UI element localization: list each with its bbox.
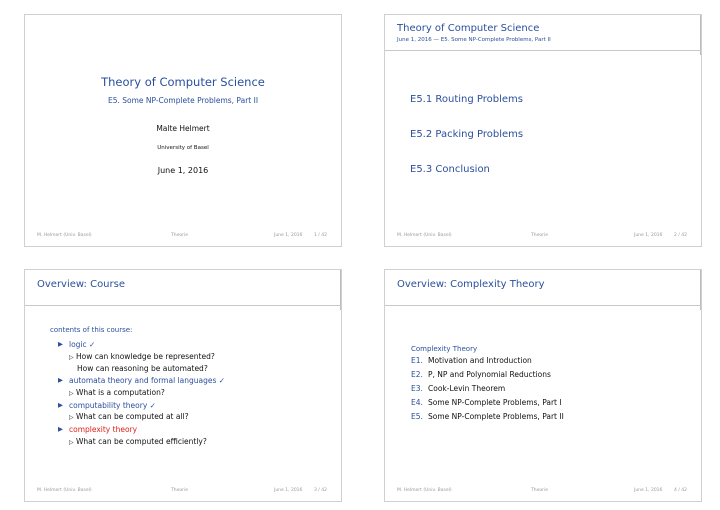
header-edge-mark bbox=[337, 270, 341, 310]
table-row bbox=[411, 370, 564, 384]
header-edge-mark bbox=[697, 15, 701, 55]
list-item bbox=[58, 375, 225, 399]
chapter-label: P, NP and Polynomial Reductions bbox=[428, 370, 551, 380]
chapter-code: E4. bbox=[411, 398, 423, 408]
chapter-label: Cook-Levin Theorem bbox=[428, 384, 506, 394]
list-item bbox=[58, 424, 225, 448]
topic-label: computability theory bbox=[69, 400, 148, 410]
table-row bbox=[411, 398, 564, 412]
outline-section-packing[interactable]: E5.2 Packing Problems bbox=[410, 129, 524, 140]
arrow-right-icon: ▷ bbox=[69, 389, 74, 397]
course-intro: contents of this course: bbox=[50, 326, 133, 334]
slide-title: Theory of Computer Science bbox=[397, 23, 540, 34]
topic-question: ▷ How can knowledge be represented? bbox=[69, 351, 215, 361]
header-divider bbox=[385, 305, 701, 306]
bullet-triangle-icon: ▶ bbox=[58, 376, 63, 385]
author-name: Malte Helmert bbox=[156, 124, 210, 133]
chapter-code: E3. bbox=[411, 384, 423, 394]
slide-footer bbox=[25, 233, 341, 241]
bullet-triangle-icon: ▶ bbox=[58, 424, 63, 433]
checkmark-icon: ✓ bbox=[218, 376, 226, 386]
header-divider bbox=[385, 50, 701, 51]
footer-page-number: 3 / 42 bbox=[314, 488, 327, 493]
topic-question: ▷ What can be computed at all? bbox=[69, 412, 189, 422]
topic-question: ▷ What is a computation? bbox=[69, 387, 165, 397]
chapter-label-current: Some NP-Complete Problems, Part II bbox=[428, 412, 564, 422]
table-row bbox=[411, 356, 564, 370]
course-topic-list bbox=[58, 339, 225, 448]
list-item bbox=[58, 400, 225, 424]
bullet-triangle-icon: ▶ bbox=[58, 340, 63, 348]
slide-outline bbox=[384, 14, 702, 247]
slide-title-page bbox=[24, 14, 342, 247]
slide-footer bbox=[25, 488, 341, 496]
list-item bbox=[58, 339, 225, 375]
lecture-title: Theory of Computer Science bbox=[101, 75, 265, 89]
slide-subtitle: June 1, 2016 — E5. Some NP-Complete Problems, Part II bbox=[397, 37, 551, 43]
table-row-current bbox=[411, 412, 564, 426]
footer-author: M. Helmert (Univ. Basel) bbox=[397, 233, 452, 238]
footer-author: M. Helmert (Univ. Basel) bbox=[37, 233, 92, 238]
slide-title: Overview: Complexity Theory bbox=[397, 279, 545, 290]
table-row bbox=[411, 384, 564, 398]
lecture-subtitle: E5. Some NP-Complete Problems, Part II bbox=[107, 96, 259, 105]
chapter-list bbox=[411, 356, 564, 426]
chapter-heading: Complexity Theory bbox=[411, 345, 478, 353]
footer-short-title: Theorie bbox=[531, 488, 548, 493]
chapter-label: Motivation and Introduction bbox=[428, 356, 532, 365]
topic-label-current: complexity theory bbox=[69, 424, 138, 434]
header-edge-mark bbox=[697, 270, 701, 310]
slide-overview-course bbox=[24, 269, 342, 502]
footer-page-number: 1 / 42 bbox=[314, 233, 327, 238]
slide-footer bbox=[385, 233, 701, 241]
footer-page-number: 2 / 42 bbox=[674, 233, 687, 238]
chapter-label: Some NP-Complete Problems, Part I bbox=[428, 398, 562, 408]
university-name: University of Basel bbox=[157, 145, 209, 151]
footer-author: M. Helmert (Univ. Basel) bbox=[397, 488, 452, 493]
footer-date: June 1, 2016 bbox=[634, 233, 663, 238]
footer-date: June 1, 2016 bbox=[634, 488, 663, 493]
footer-date: June 1, 2016 bbox=[274, 488, 303, 493]
slide-overview-complexity bbox=[384, 269, 702, 502]
footer-short-title: Theorie bbox=[531, 233, 548, 238]
topic-question: How can reasoning be automated? bbox=[77, 364, 208, 374]
header-divider bbox=[25, 305, 341, 306]
footer-short-title: Theorie bbox=[171, 233, 188, 238]
chapter-code: E5. bbox=[411, 412, 423, 422]
arrow-right-icon: ▷ bbox=[69, 438, 74, 446]
outline-section-conclusion[interactable]: E5.3 Conclusion bbox=[410, 164, 490, 175]
topic-label: automata theory and formal languages bbox=[69, 376, 217, 386]
topic-question: ▷ What can be computed efficiently? bbox=[69, 436, 207, 446]
chapter-code: E2. bbox=[411, 370, 423, 380]
footer-date: June 1, 2016 bbox=[274, 233, 303, 238]
outline-section-routing[interactable]: E5.1 Routing Problems bbox=[410, 94, 524, 105]
topic-label: logic bbox=[69, 340, 87, 349]
checkmark-icon: ✓ bbox=[149, 400, 156, 410]
lecture-date: June 1, 2016 bbox=[157, 166, 209, 175]
bullet-triangle-icon: ▶ bbox=[58, 400, 63, 409]
footer-page-number: 4 / 42 bbox=[674, 488, 687, 493]
footer-short-title: Theorie bbox=[171, 488, 188, 493]
slide-title: Overview: Course bbox=[37, 279, 125, 290]
checkmark-icon: ✓ bbox=[89, 340, 96, 349]
slide-footer bbox=[385, 488, 701, 496]
arrow-right-icon: ▷ bbox=[69, 414, 74, 422]
chapter-code: E1. bbox=[411, 356, 423, 365]
arrow-right-icon: ▷ bbox=[69, 353, 74, 361]
footer-author: M. Helmert (Univ. Basel) bbox=[37, 488, 92, 493]
